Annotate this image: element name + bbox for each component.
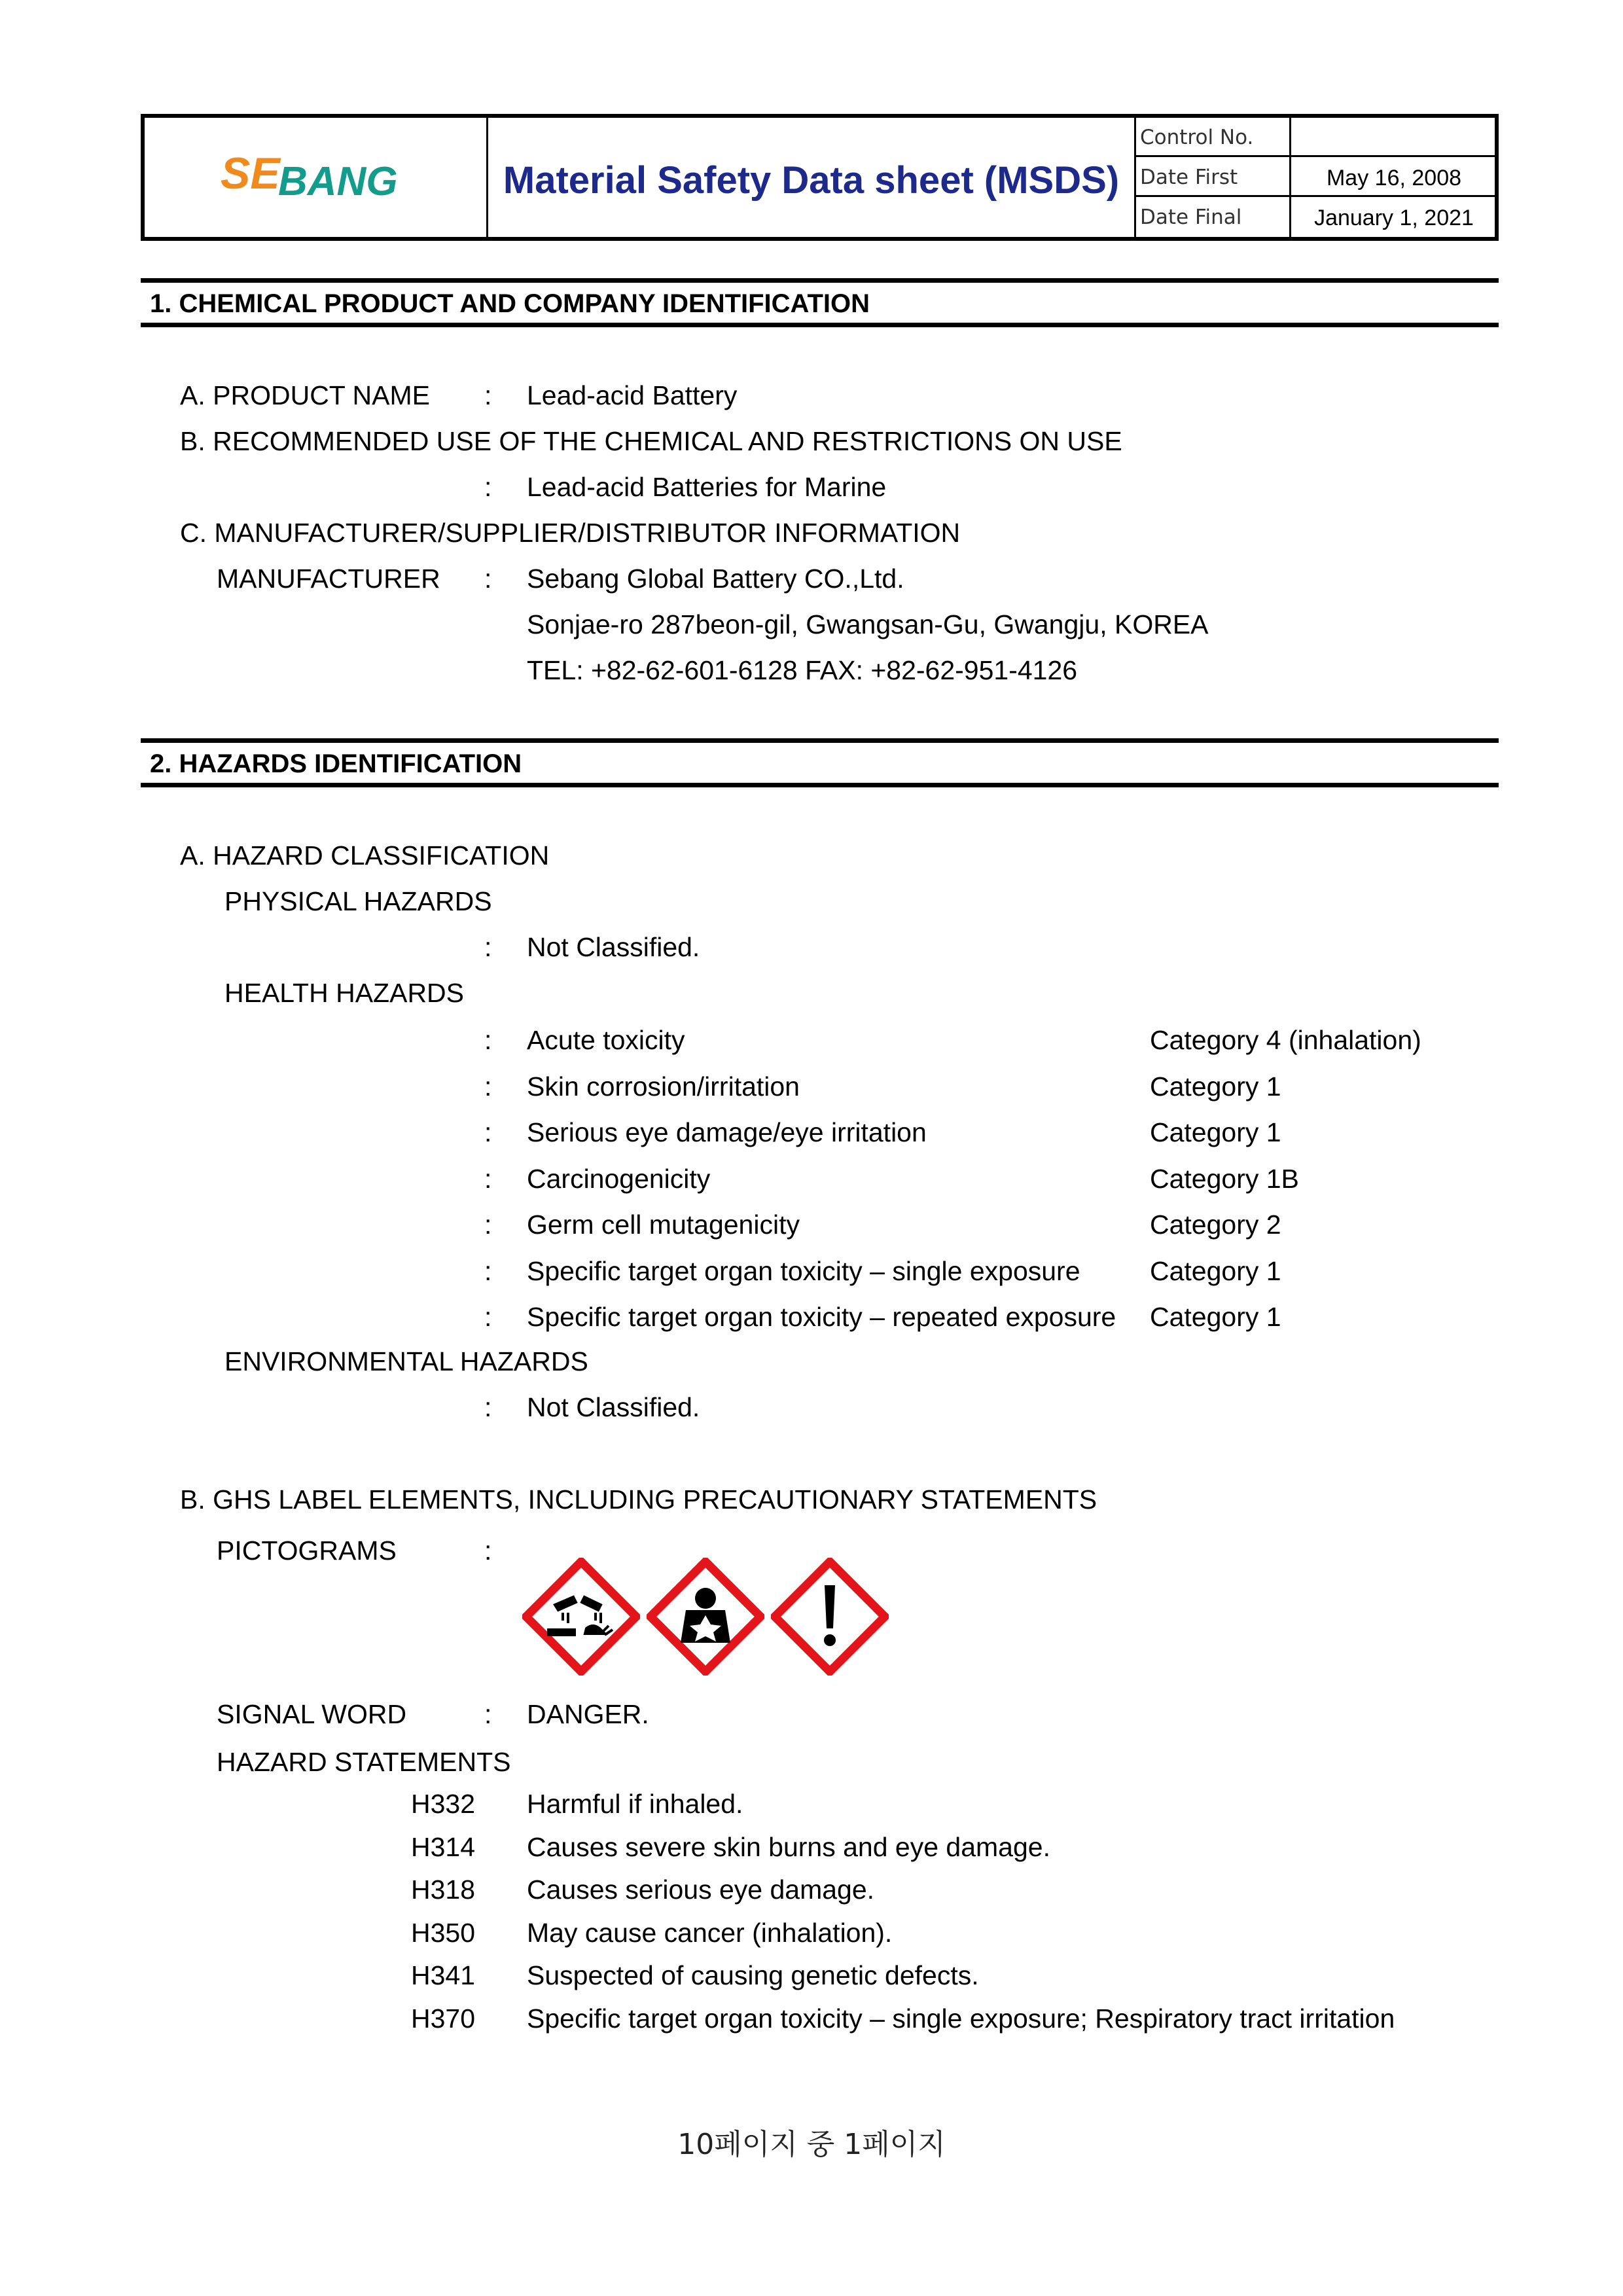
health-hazard-name: Acute toxicity [527,1025,685,1055]
health-hazard-category: Category 1 [1150,1302,1281,1332]
manufacturer-info-label: C. MANUFACTURER/SUPPLIER/DISTRIBUTOR INFORMATION [180,518,961,548]
recommended-use-value: Lead-acid Batteries for Marine [527,472,887,502]
colon: : [484,1255,492,1286]
colon: : [484,1117,492,1147]
health-hazard-name: Specific target organ toxicity – repeated exposure [527,1302,1116,1332]
control-no-row [1136,118,1495,157]
hazard-statement-code: H332 [411,1789,476,1819]
page-indicator: 10페이지 중 1페이지 [677,2128,946,2161]
control-no-label: Control No. [1140,126,1254,149]
hazard-statements-label: HAZARD STATEMENTS [217,1747,511,1777]
health-hazard-name: Skin corrosion/irritation [527,1071,800,1102]
section-2-header [141,738,1499,787]
product-name-value: Lead-acid Battery [527,380,738,410]
manufacturer-label: MANUFACTURER [217,564,440,594]
colon: : [484,1392,492,1422]
corrosion-icon [522,1558,640,1676]
health-hazard-name: Carcinogenicity [527,1163,711,1194]
health-hazards-label: HEALTH HAZARDS [224,978,465,1008]
sebang-logo [218,152,414,204]
health-hazard-category: Category 2 [1150,1210,1281,1240]
date-first-label: Date First [1140,166,1238,189]
health-hazard-name: Serious eye damage/eye irritation [527,1117,927,1147]
svg-text:BANG: BANG [278,159,398,204]
colon: : [484,1071,492,1102]
colon: : [484,1163,492,1194]
colon: : [484,1699,492,1729]
health-hazard-category: Category 1B [1150,1163,1299,1194]
physical-hazards-label: PHYSICAL HAZARDS [224,886,492,916]
manufacturer-name: Sebang Global Battery CO.,Ltd. [527,564,904,594]
section-1-title: 1. CHEMICAL PRODUCT AND COMPANY IDENTIFICATION [150,289,870,318]
date-final-row [1136,198,1495,237]
document-meta-table [1136,118,1495,237]
date-first-value: May 16, 2008 [1326,166,1462,190]
health-hazard-name: Specific target organ toxicity – single exposure [527,1255,1080,1286]
recommended-use-label: B. RECOMMENDED USE OF THE CHEMICAL AND RESTRICTIONS ON USE [180,426,1122,456]
section-1-header [141,278,1499,327]
title-cell [488,118,1136,237]
hazard-statement-code: H350 [411,1917,476,1948]
health-hazard-name: Germ cell mutagenicity [527,1210,800,1240]
hazard-statement-text: Suspected of causing genetic defects. [527,1960,979,1990]
manufacturer-address: Sonjae-ro 287beon-gil, Gwangsan-Gu, Gwangju, KOREA [527,609,1209,639]
hazard-statement-code: H370 [411,2003,476,2034]
colon: : [484,1025,492,1055]
hazard-statement-text: May cause cancer (inhalation). [527,1917,893,1948]
hazard-statement-code: H314 [411,1831,476,1862]
colon: : [484,380,492,410]
logo-cell [145,118,488,237]
hazard-statement-text: Causes serious eye damage. [527,1874,875,1905]
hazard-statement-text: Causes severe skin burns and eye damage. [527,1831,1050,1862]
date-first-row [1136,158,1495,197]
hazard-statement-code: H341 [411,1960,476,1990]
hazard-statement-code: H318 [411,1874,476,1905]
document-title: Material Safety Data sheet (MSDS) [503,159,1120,202]
health-hazard-icon [647,1558,764,1676]
section-2-title: 2. HAZARDS IDENTIFICATION [150,749,522,778]
health-hazard-category: Category 4 (inhalation) [1150,1025,1421,1055]
signal-word-value: DANGER. [527,1699,649,1729]
date-final-label: Date Final [1140,206,1242,229]
date-final-value: January 1, 2021 [1314,206,1474,230]
health-hazard-category: Category 1 [1150,1255,1281,1286]
hazard-statement-text: Specific target organ toxicity – single exposure; Respiratory tract irritation [527,2003,1395,2034]
environmental-hazards-value: Not Classified. [527,1392,700,1422]
hazard-statement-text: Harmful if inhaled. [527,1789,743,1819]
exclamation-mark-icon [771,1558,889,1676]
document-header [141,114,1499,241]
signal-word-label: SIGNAL WORD [217,1699,407,1729]
colon: : [484,564,492,594]
physical-hazards-value: Not Classified. [527,932,700,962]
hazard-classification-label: A. HAZARD CLASSIFICATION [180,840,550,870]
pictograms-label: PICTOGRAMS [217,1535,397,1566]
colon: : [484,1535,492,1566]
product-name-label: A. PRODUCT NAME [180,380,430,410]
environmental-hazards-label: ENVIRONMENTAL HAZARDS [224,1346,588,1376]
colon: : [484,472,492,502]
svg-text:SE: SE [221,152,280,198]
colon: : [484,1210,492,1240]
health-hazard-category: Category 1 [1150,1117,1281,1147]
health-hazard-category: Category 1 [1150,1071,1281,1102]
ghs-label: B. GHS LABEL ELEMENTS, INCLUDING PRECAUTIONARY STATEMENTS [180,1484,1097,1515]
colon: : [484,932,492,962]
colon: : [484,1302,492,1332]
manufacturer-contact: TEL: +82-62-601-6128 FAX: +82-62-951-4126 [527,655,1078,685]
